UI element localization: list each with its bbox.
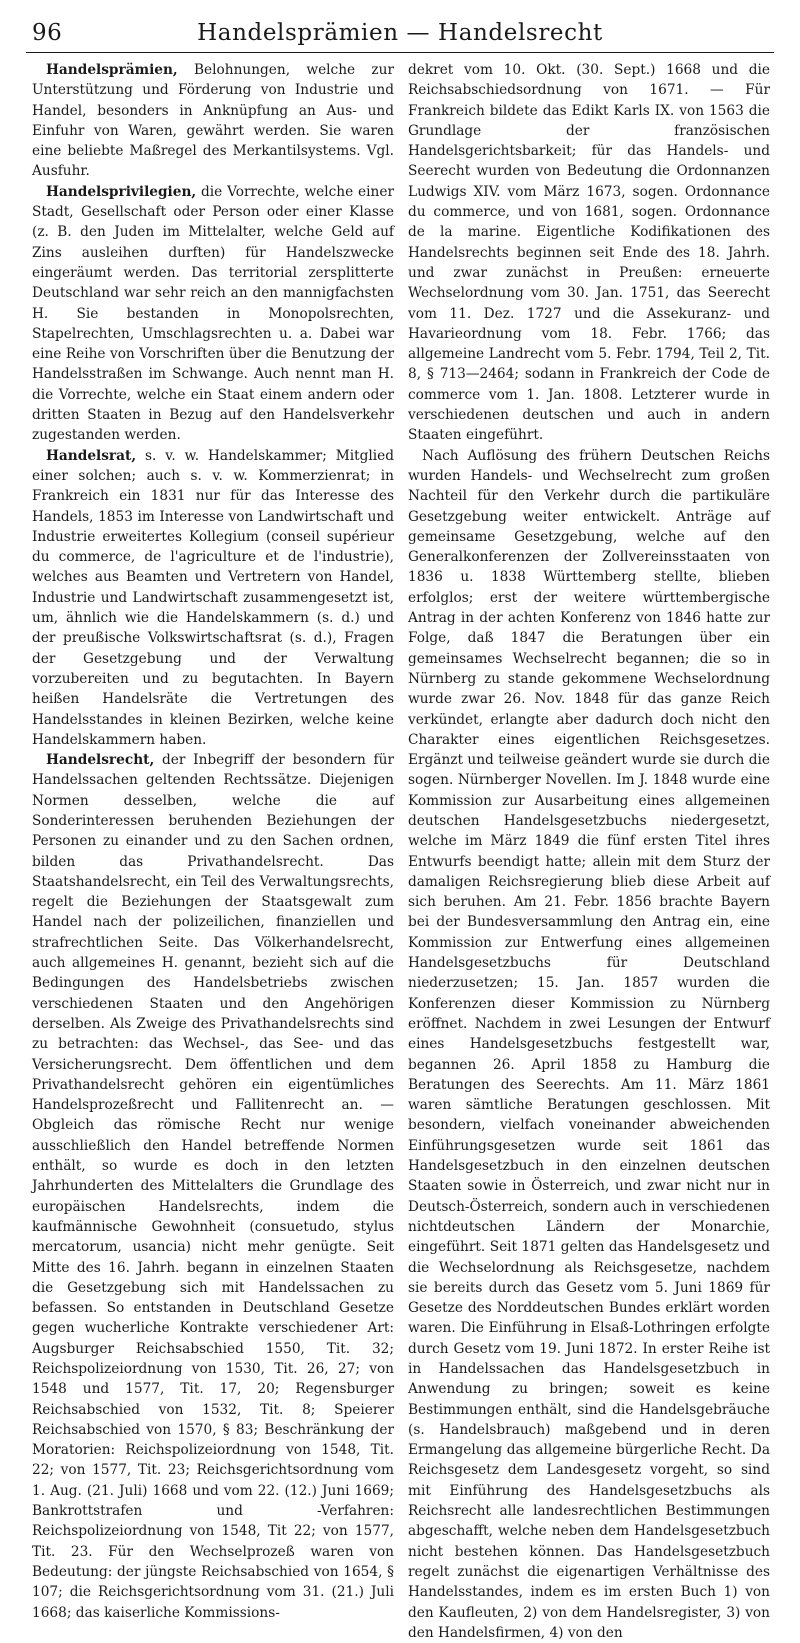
running-title: Handelsprämien — Handelsrecht: [197, 20, 603, 46]
left-column: [32, 60, 394, 1621]
entry-heading: Handelsrat,: [46, 447, 137, 464]
entry-text: s. v. w. Handelskammer; Mitglied einer solchen; auch s. v. w. Kommerzienrat; in Frankreich ein 1831 nur für das Interesse des Handels, 1853 im Interesse von Landwirtschaft und Industrie erweitertes Kollegium (conseil supérieur du commerce, de l'agriculture et de l'industrie), welches aus Beamten und Vertretern von Handel, Industrie und Landwirtschaft zusammengesetzt ist, um, ähnlich wie die Handelskammern (s. d.) und der preußische Volkswirtschaftsrat (s. d.), Fragen der Gesetzgebung und der Verwaltung vorzubereiten und zu begutachten. In Bayern heißen Handelsräte die Vertretungen des Handelsstandes in kleinen Bezirken, welche keine Handelskammern haben.: [32, 447, 394, 748]
entry-handelspraemien: [32, 60, 394, 182]
entry-text: Belohnungen, welche zur Unterstützung und Förderung von Industrie und Handel, besonders in Anknüpfung an Aus- und Einfuhr von Waren, gewährt werden. Sie waren eine beliebte Maßregel des Merkantilsystems. Vgl. Ausfuhr.: [32, 62, 394, 180]
entry-heading: Handelsrecht,: [46, 752, 155, 769]
paragraph: dekret vom 10. Okt. (30. Sept.) 1668 und die Reichsabschiedsordnung von 1671. — Für Frankreich bildete das Edikt Karls IX. von 1563 die Grundlage der französischen Handelsgerichtsbarkeit; für das Handels- und Seerecht wurden von Bedeutung die Ordonnanzen Ludwigs XIV. vom März 1673, sogen. Ordonnance du commerce, und von 1681, sogen. Ordonnance de la marine. Eigentliche Kodifikationen des Handelsrechts beginnen seit Ende des 18. Jahrh. und zwar zunächst in Preußen: erneuerte Wechselordnung vom 30. Jan. 1751, das Seerecht vom 11. Dez. 1727 und die Assekuranz- und Havarieordnung vom 18. Febr. 1766; das allgemeine Landrecht vom 5. Febr. 1794, Teil 2, Tit. 8, § 713—2464; sodann in Frankreich der Code de commerce vom 1. Jan. 1808. Letzterer wurde in verschiedenen deutschen und auch in andern Staaten eingeführt.: [408, 62, 770, 444]
entry-text: die Vorrechte, welche einer Stadt, Gesellschaft oder Person oder einer Klasse (z. B. den Juden im Mittelalter, welche Geld auf Zins ausleihen durften) für Handelszwecke eingeräumt werden. Das territorial zersplitterte Deutschland war sehr reich an den mannigfachsten H. Sie bestanden in Monopolsrechten, Stapelrechten, Umschlagsrechten u. a. Dabei war eine Reihe von Vorschriften über die Benutzung der Handelsstraßen im Schwange. Auch nennt man H. die Vorrechte, welche ein Staat einem andern oder dritten Staaten in Bezug auf den Handelsverkehr zugestanden werden.: [32, 183, 394, 444]
entry-handelsrat: [32, 446, 394, 750]
entry-text: der Inbegriff der besondern für Handelssachen geltenden Rechtssätze. Diejenigen Normen desselben, welche die auf Sonderinteressen beruhenden Beziehungen der Personen zu einander und zu den Sachen ordnen, bilden das Privathandelsrecht. Das Staatshandelsrecht, ein Teil des Verwaltungsrechts, regelt die Beziehungen der Staatsgewalt zum Handel nach der polizeilichen, finanziellen und strafrechtlichen Seite. Das Völkerhandelsrecht, auch allgemeines H. genannt, bezieht sich auf die Bedingungen des Handelsbetriebs zwischen verschiedenen Staaten und den Angehörigen derselben. Als Zweige des Privathandelsrechts sind zu betrachten: das Wechsel-, das See- und das Versicherungsrecht. Dem öffentlichen und dem Privathandelsrecht gehören ein eigentümliches Handelsprozeßrecht und Fallitenrecht an. — Obgleich das römische Recht nur wenige ausschließlich den Handel betreffende Normen enthält, so wurde es doch in den letzten Jahrhunderten des Mittelalters die Grundlage des europäischen Handelsrechts, indem die kaufmännische Gewohnheit (consuetudo, stylus mercatorum, usancia) nicht mehr genügte. Seit Mitte des 16. Jahrh. begann in einzelnen Staaten die Gesetzgebung sich mit Handelssachen zu befassen. So entstanden in Deutschland Gesetze gegen wucherliche Kontrakte verschiedener Art: Augsburger Reichsabschied 1550, Tit. 32; Reichspolizeiordnung von 1530, Tit. 26, 27; von 1548 und 1577, Tit. 17, 20; Regensburger Reichsabschied von 1532, Tit. 8; Speierer Reichsabschied von 1570, § 83; Beschränkung der Moratorien: Reichspolizeiordnung von 1548, Tit. 22; von 1577, Tit. 23; Reichsgerichtsordnung vom 1. Aug. (21. Juli) 1668 und vom 22. (12.) Juni 1669; Bankrottstrafen und -Verfahren: Reichspolizeiordnung von 1548, Tit 22; von 1577, Tit. 23. Für den Wechselprozeß waren von Bedeutung: der jüngste Reichsabschied von 1654, § 107; die Reichsgerichtsordnung vom 31. (21.) Juli 1668; das kaiserliche Kommissions-: [32, 752, 394, 1621]
paragraph: Nach Auflösung des frühern Deutschen Reichs wurden Handels- und Wechselrecht zum großen Nachteil für den Verkehr durch die partikuläre Gesetzgebung weiter entwickelt. Anträge auf gemeinsame Gesetzgebung, welche auf den Generalkonferenzen der Zollvereinsstaaten von 1836 u. 1838 Württemberg stellte, blieben erfolglos; erst der weitere württembergische Antrag in der achten Konferenz von 1846 hatte zur Folge, daß 1847 die Beratungen über ein gemeinsames Wechselrecht begannen; die so in Nürnberg zu stande gekommene Wechselordnung wurde zwar 26. Nov. 1848 für das ganze Reich verkündet, erlangte aber dadurch doch nicht den Charakter eines eigentlichen Reichsgesetzes. Ergänzt und teilweise geändert wurde sie durch die sogen. Nürnberger Novellen. Im J. 1848 wurde eine Kommission zur Ausarbeitung eines allgemeinen deutschen Handelsgesetzbuchs niedergesetzt, welche im März 1849 die fünf ersten Titel ihres Entwurfs beendigt hatte; allein mit dem Sturz der damaligen Reichsregierung blieb diese Arbeit auf sich beruhen. Am 21. Febr. 1856 brachte Bayern bei der Bundesversammlung den Antrag ein, eine Kommission zur Entwerfung eines allgemeinen Handelsgesetzbuchs für Deutschland niederzusetzen; 15. Jan. 1857 wurden die Konferenzen dieser Kommission zu Nürnberg eröffnet. Nachdem in zwei Lesungen der Entwurf eines Handelsgesetzbuchs festgestellt war, begannen 26. April 1858 zu Hamburg die Beratungen des Seerechts. Am 11. März 1861 waren sämtliche Beratungen geschlossen. Mit besondern, vielfach voneinander abweichenden Einführungsgesetzen wurde seit 1861 das Handelsgesetzbuch in den einzelnen deutschen Staaten sowie in Österreich, und zwar nicht nur in Deutsch-Österreich, sondern auch in verschiedenen nichtdeutschen Ländern der Monarchie, eingeführt. Seit 1871 gelten das Handelsgesetz und die Wechselordnung als Reichsgesetze, nachdem sie bereits durch das Gesetz vom 5. Juni 1869 für Gesetze des Norddeutschen Bundes erklärt worden waren. Die Einführung in Elsaß-Lothringen erfolgte durch Gesetz vom 19. Juni 1872. In erster Reihe ist in Handelssachen das Handelsgesetzbuch in Anwendung zu bringen; soweit es keine Bestimmungen enthält, sind die Handelsgebräuche (s. Handelsbrauch) maßgebend und in deren Ermangelung das allgemeine bürgerliche Recht. Da Reichsgesetz dem Landesgesetz vorgeht, so sind mit Einführung des Handelsgesetzbuchs als Reichsrecht alle landesrechtlichen Bestimmungen abgeschafft, welche neben dem Handelsgesetzbuch nicht bestehen können. Das Handelsgesetzbuch regelt zunächst die eigenartigen Verhältnisse des Handelsstandes, indem es im ersten Buch 1) von den Kaufleuten, 2) von dem Handelsregister, 3) von den Handelsfirmen, 4) von den: [408, 447, 770, 1641]
entry-handelsrecht: [32, 750, 394, 1623]
running-head: [26, 12, 774, 53]
entry-heading: Handelsprämien,: [46, 62, 178, 78]
entry-handelsprivilegien: [32, 182, 394, 446]
page-number: 96: [32, 20, 63, 46]
right-column: [408, 60, 770, 1641]
entry-heading: Handelsprivilegien,: [46, 183, 197, 200]
text-columns: [32, 60, 770, 1641]
